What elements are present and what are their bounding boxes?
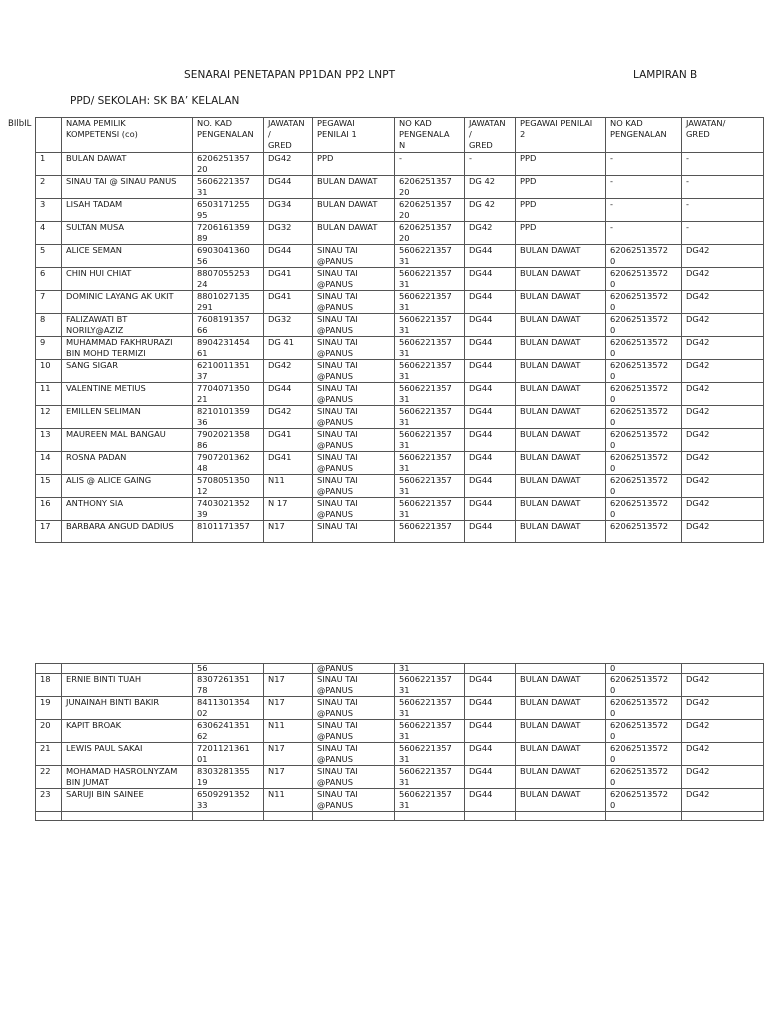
table-cell: SINAU TAI @PANUS	[313, 268, 395, 291]
table-cell: 5606221357 31	[395, 697, 465, 720]
table-cell: BULAN DAWAT	[516, 383, 606, 406]
table-cell: 6903041360 56	[193, 245, 264, 268]
table-cell: 19	[36, 697, 62, 720]
table-cell: BARBARA ANGUD DADIUS	[62, 521, 193, 543]
table-cell: N11	[264, 475, 313, 498]
table-cell: 8	[36, 314, 62, 337]
table-cell: DG42	[465, 222, 516, 245]
table-cell: 8307261351 78	[193, 674, 264, 697]
table-row	[36, 222, 764, 245]
table-row	[36, 360, 764, 383]
table-cell: BULAN DAWAT	[516, 498, 606, 521]
table-cell: DG42	[682, 291, 764, 314]
table-cell: 5606221357 31	[395, 406, 465, 429]
table-cell: 5	[36, 245, 62, 268]
table-cell: BULAN DAWAT	[516, 674, 606, 697]
table-cell: DG42	[682, 360, 764, 383]
table-cell: MOHAMAD HASROLNYZAM BIN JUMAT	[62, 766, 193, 789]
table-cell: 62062513572 0	[606, 498, 682, 521]
table-cell: DG42	[682, 406, 764, 429]
table-cell: 5606221357 31	[395, 291, 465, 314]
table-row	[36, 743, 764, 766]
table-cell: DG42	[682, 475, 764, 498]
table-cell: 7403021352 39	[193, 498, 264, 521]
table-cell: MAUREEN MAL BANGAU	[62, 429, 193, 452]
table-cell: DG42	[682, 337, 764, 360]
table-cell: DG 42	[465, 176, 516, 199]
table-cell: DOMINIC LAYANG AK UKIT	[62, 291, 193, 314]
table-cell: 2	[36, 176, 62, 199]
table-cell: DG41	[264, 268, 313, 291]
table-cell: 14	[36, 452, 62, 475]
table-cell: 6206251357 20	[193, 153, 264, 176]
table-cell: DG42	[682, 268, 764, 291]
table-cell: DG 42	[465, 199, 516, 222]
table-cell	[264, 812, 313, 821]
table-cell: DG42	[264, 153, 313, 176]
table-row	[36, 789, 764, 812]
table-cell: 5606221357 31	[395, 674, 465, 697]
table-cell: 62062513572 0	[606, 383, 682, 406]
table-cell: 9	[36, 337, 62, 360]
table-cell	[465, 812, 516, 821]
table-cell: SINAU TAI @PANUS	[313, 245, 395, 268]
header-cell: NO KAD PENGENALA N	[395, 118, 465, 153]
table-cell: DG44	[264, 176, 313, 199]
table-cell: @PANUS	[313, 664, 395, 674]
table-row-empty	[36, 812, 764, 821]
table-cell: SINAU TAI @PANUS	[313, 314, 395, 337]
table-row	[36, 429, 764, 452]
table-cell: 62062513572 0	[606, 674, 682, 697]
table-cell: 62062513572 0	[606, 314, 682, 337]
table-cell: 7206161359 89	[193, 222, 264, 245]
table-cell: 5606221357 31	[395, 429, 465, 452]
table-cell: 8411301354 02	[193, 697, 264, 720]
table-cell: DG44	[465, 452, 516, 475]
table-cell: 62062513572 0	[606, 789, 682, 812]
table-cell	[264, 664, 313, 674]
table-cell: 12	[36, 406, 62, 429]
table-cell: 0	[606, 664, 682, 674]
table-cell: DG32	[264, 314, 313, 337]
table-cell: PPD	[516, 222, 606, 245]
table-cell: BULAN DAWAT	[516, 360, 606, 383]
table-cell: DG44	[465, 314, 516, 337]
table-cell: BULAN DAWAT	[516, 314, 606, 337]
table-row	[36, 674, 764, 697]
table-cell: 8210101359 36	[193, 406, 264, 429]
table-cell: DG44	[465, 268, 516, 291]
table-cell: DG44	[465, 789, 516, 812]
header-cell: JAWATAN / GRED	[465, 118, 516, 153]
table-cell: DG44	[264, 245, 313, 268]
table-cell: 5606221357 31	[395, 383, 465, 406]
table-cell: N17	[264, 697, 313, 720]
table-header-row	[36, 118, 764, 153]
table-cell: DG34	[264, 199, 313, 222]
table-cell: SINAU TAI @PANUS	[313, 360, 395, 383]
table-cell: DG44	[465, 475, 516, 498]
table-cell: 5606221357 31	[395, 720, 465, 743]
table-cell: 62062513572 0	[606, 337, 682, 360]
table-cell: BULAN DAWAT	[516, 245, 606, 268]
table-cell: 62062513572 0	[606, 360, 682, 383]
table-cell: 62062513572 0	[606, 475, 682, 498]
table-cell: BULAN DAWAT	[313, 176, 395, 199]
table-cell: 8904231454 61	[193, 337, 264, 360]
table-cell: SANG SIGAR	[62, 360, 193, 383]
table-row	[36, 314, 764, 337]
table-cell: DG42	[682, 429, 764, 452]
table-cell: 8303281355 19	[193, 766, 264, 789]
table-cell: 8101171357	[193, 521, 264, 543]
table-cell: ANTHONY SIA	[62, 498, 193, 521]
table-cell: 6306241351 62	[193, 720, 264, 743]
table-cell: BULAN DAWAT	[313, 199, 395, 222]
table-cell: BULAN DAWAT	[516, 429, 606, 452]
table-row	[36, 176, 764, 199]
table-cell: 16	[36, 498, 62, 521]
table-cell: 5606221357 31	[395, 314, 465, 337]
table-cell: 62062513572 0	[606, 245, 682, 268]
table-cell: DG42	[682, 498, 764, 521]
table-cell: N17	[264, 743, 313, 766]
table-cell: 6206251357 20	[395, 199, 465, 222]
table-cell: 62062513572 0	[606, 268, 682, 291]
table-cell: 62062513572 0	[606, 291, 682, 314]
table-cell: N17	[264, 674, 313, 697]
table-cell: LISAH TADAM	[62, 199, 193, 222]
table-cell: SINAU TAI @PANUS	[313, 766, 395, 789]
table-cell: EMILLEN SELIMAN	[62, 406, 193, 429]
table-cell: KAPIT BROAK	[62, 720, 193, 743]
table-cell: SINAU TAI @PANUS	[313, 720, 395, 743]
table-cell	[36, 812, 62, 821]
table-cell: 6503171255 95	[193, 199, 264, 222]
table-cell: DG44	[465, 406, 516, 429]
table-row	[36, 452, 764, 475]
table-cell: BULAN DAWAT	[516, 406, 606, 429]
table-cell: 20	[36, 720, 62, 743]
table-cell: 5606221357	[395, 521, 465, 543]
table-cell: N11	[264, 720, 313, 743]
table-cell: 5606221357 31	[395, 360, 465, 383]
table-cell: 18	[36, 674, 62, 697]
table-cell: SINAU TAI @PANUS	[313, 789, 395, 812]
table-cell: PPD	[516, 199, 606, 222]
appraiser-table-page-2	[35, 663, 764, 821]
table-cell	[516, 664, 606, 674]
table-cell	[62, 812, 193, 821]
table-cell: 1	[36, 153, 62, 176]
table-cell: SINAU TAI @PANUS	[313, 452, 395, 475]
table-cell: 7608191357 66	[193, 314, 264, 337]
table-cell	[36, 664, 62, 674]
table-row	[36, 337, 764, 360]
table-cell: 17	[36, 521, 62, 543]
table-cell: DG44	[465, 245, 516, 268]
table-row	[36, 498, 764, 521]
table-cell: -	[395, 153, 465, 176]
table-cell	[193, 812, 264, 821]
table-cell: BULAN DAWAT	[62, 153, 193, 176]
document-title: SENARAI PENETAPAN PP1DAN PP2 LNPT	[184, 69, 396, 81]
table-row	[36, 521, 764, 543]
table-cell: N 17	[264, 498, 313, 521]
table-cell: 6206251357 20	[395, 222, 465, 245]
table-cell: DG42	[682, 383, 764, 406]
table-cell: PPD	[313, 153, 395, 176]
table-cell: DG44	[465, 521, 516, 543]
table-cell: 6	[36, 268, 62, 291]
table-cell: 7902021358 86	[193, 429, 264, 452]
table-row	[36, 245, 764, 268]
table-cell: -	[606, 199, 682, 222]
table-cell	[62, 664, 193, 674]
table-cell: DG44	[465, 383, 516, 406]
table-row	[36, 153, 764, 176]
header-cell: JAWATAN/ GRED	[682, 118, 764, 153]
table-cell: 3	[36, 199, 62, 222]
table-cell: SARUJI BIN SAINEE	[62, 789, 193, 812]
table-cell: DG42	[264, 406, 313, 429]
table-cell: -	[606, 153, 682, 176]
table-cell: 7	[36, 291, 62, 314]
table-cell: BULAN DAWAT	[516, 268, 606, 291]
table-cell: 5606221357 31	[193, 176, 264, 199]
table-cell: SINAU TAI @PANUS	[313, 674, 395, 697]
table-cell: DG44	[465, 766, 516, 789]
table-cell: FALIZAWATI BT NORILY@AZIZ	[62, 314, 193, 337]
table-row	[36, 766, 764, 789]
table-row	[36, 268, 764, 291]
table-cell: SINAU TAI @PANUS	[313, 498, 395, 521]
table-cell	[465, 664, 516, 674]
table-body-page-2	[36, 664, 764, 821]
table-cell: BULAN DAWAT	[516, 743, 606, 766]
table-cell: SINAU TAI @PANUS	[313, 743, 395, 766]
table-cell: SINAU TAI @PANUS	[313, 429, 395, 452]
table-cell: DG42	[682, 245, 764, 268]
table-row	[36, 720, 764, 743]
table-cell: PPD	[516, 153, 606, 176]
table-cell: 5606221357 31	[395, 789, 465, 812]
table-cell: 5606221357 31	[395, 766, 465, 789]
table-cell: 62062513572 0	[606, 406, 682, 429]
table-cell: -	[606, 222, 682, 245]
table-cell	[516, 812, 606, 821]
table-cell: 6206251357 20	[395, 176, 465, 199]
table-cell: DG42	[682, 766, 764, 789]
table-cell: MUHAMMAD FAKHRURAZI BIN MOHD TERMIZI	[62, 337, 193, 360]
header-cell: PEGAWAI PENILAI 1	[313, 118, 395, 153]
table-cell: DG42	[682, 521, 764, 543]
appraiser-table-page-1	[35, 117, 764, 543]
table-cell: BULAN DAWAT	[516, 766, 606, 789]
table-cell: DG44	[465, 360, 516, 383]
ppd-school-label: PPD/ SEKOLAH: SK BA’ KELALAN	[70, 95, 240, 107]
table-cell	[395, 812, 465, 821]
table-cell: DG41	[264, 291, 313, 314]
header-cell: NO KAD PENGENALAN	[606, 118, 682, 153]
table-cell: SINAU TAI @PANUS	[313, 475, 395, 498]
table-cell: 5606221357 31	[395, 452, 465, 475]
table-cell: ROSNA PADAN	[62, 452, 193, 475]
table-cell: 6509291352 33	[193, 789, 264, 812]
table-cell	[682, 664, 764, 674]
bil-column-label: BIlbIL	[8, 119, 32, 129]
table-cell: SULTAN MUSA	[62, 222, 193, 245]
table-cell: DG41	[264, 429, 313, 452]
header-cell: PEGAWAI PENILAI 2	[516, 118, 606, 153]
table-row-continued	[36, 664, 764, 674]
table-cell: 22	[36, 766, 62, 789]
table-cell: DG44	[264, 383, 313, 406]
table-cell: -	[606, 176, 682, 199]
table-cell: DG44	[465, 674, 516, 697]
table-cell: DG42	[682, 452, 764, 475]
table-cell: 13	[36, 429, 62, 452]
table-cell: BULAN DAWAT	[516, 291, 606, 314]
table-cell: DG42	[682, 314, 764, 337]
table-row	[36, 291, 764, 314]
header-cell	[36, 118, 62, 153]
table-cell: BULAN DAWAT	[516, 337, 606, 360]
table-cell: CHIN HUI CHIAT	[62, 268, 193, 291]
table-cell: DG44	[465, 498, 516, 521]
table-cell: 5606221357 31	[395, 498, 465, 521]
table-cell: SINAU TAI @PANUS	[313, 383, 395, 406]
table-cell: 21	[36, 743, 62, 766]
table-cell: -	[682, 153, 764, 176]
table-cell: 11	[36, 383, 62, 406]
table-cell: BULAN DAWAT	[516, 452, 606, 475]
table-row	[36, 697, 764, 720]
table-cell: LEWIS PAUL SAKAI	[62, 743, 193, 766]
table-cell: 23	[36, 789, 62, 812]
table-cell: 5606221357 31	[395, 743, 465, 766]
table-cell: 62062513572	[606, 521, 682, 543]
table-cell: 62062513572 0	[606, 766, 682, 789]
table-cell: 5708051350 12	[193, 475, 264, 498]
table-cell	[606, 812, 682, 821]
table-cell: SINAU TAI @PANUS	[313, 291, 395, 314]
table-cell: BULAN DAWAT	[516, 475, 606, 498]
table-cell: 7907201362 48	[193, 452, 264, 475]
table-row	[36, 406, 764, 429]
table-cell: N11	[264, 789, 313, 812]
table-cell: 5606221357 31	[395, 475, 465, 498]
table-cell: DG32	[264, 222, 313, 245]
table-cell: ALICE SEMAN	[62, 245, 193, 268]
table-cell: -	[682, 222, 764, 245]
table-cell: 62062513572 0	[606, 720, 682, 743]
table-cell: DG44	[465, 720, 516, 743]
table-cell: SINAU TAI @PANUS	[313, 337, 395, 360]
table-cell: 56	[193, 664, 264, 674]
table-cell: DG 41	[264, 337, 313, 360]
table-cell: 8801027135 291	[193, 291, 264, 314]
table-cell: DG41	[264, 452, 313, 475]
table-cell: 4	[36, 222, 62, 245]
table-cell: DG42	[682, 674, 764, 697]
table-cell: SINAU TAI	[313, 521, 395, 543]
header-cell: NO. KAD PENGENALAN	[193, 118, 264, 153]
table-cell: 31	[395, 664, 465, 674]
table-cell: DG42	[682, 720, 764, 743]
table-row	[36, 383, 764, 406]
table-cell: JUNAINAH BINTI BAKIR	[62, 697, 193, 720]
header-cell: JAWATAN / GRED	[264, 118, 313, 153]
table-cell: 5606221357 31	[395, 245, 465, 268]
table-cell: 6210011351 37	[193, 360, 264, 383]
table-cell: -	[465, 153, 516, 176]
table-cell: DG42	[682, 789, 764, 812]
table-cell: BULAN DAWAT	[516, 697, 606, 720]
table-cell: -	[682, 199, 764, 222]
table-cell	[682, 812, 764, 821]
table-body-page-1	[36, 153, 764, 543]
table-cell: DG44	[465, 337, 516, 360]
header-cell: NAMA PEMILIK KOMPETENSI (co)	[62, 118, 193, 153]
table-cell: 5606221357 31	[395, 268, 465, 291]
table-cell: 62062513572 0	[606, 743, 682, 766]
table-cell: 62062513572 0	[606, 429, 682, 452]
table-cell: ALIS @ ALICE GAING	[62, 475, 193, 498]
table-cell: 62062513572 0	[606, 697, 682, 720]
table-cell: 5606221357 31	[395, 337, 465, 360]
table-cell: DG44	[465, 743, 516, 766]
table-cell: N17	[264, 766, 313, 789]
table-cell: DG44	[465, 291, 516, 314]
table-cell: BULAN DAWAT	[516, 789, 606, 812]
table-cell: 62062513572 0	[606, 452, 682, 475]
table-cell: SINAU TAI @ SINAU PANUS	[62, 176, 193, 199]
table-row	[36, 475, 764, 498]
appendix-label: LAMPIRAN B	[633, 69, 698, 81]
table-row	[36, 199, 764, 222]
table-cell: DG44	[465, 429, 516, 452]
table-cell: ERNIE BINTI TUAH	[62, 674, 193, 697]
table-cell: PPD	[516, 176, 606, 199]
table-cell: 8807055253 24	[193, 268, 264, 291]
table-cell: DG42	[682, 743, 764, 766]
table-cell: SINAU TAI @PANUS	[313, 406, 395, 429]
table-cell: DG42	[682, 697, 764, 720]
table-cell: DG42	[264, 360, 313, 383]
table-cell: 7201121361 01	[193, 743, 264, 766]
table-cell: N17	[264, 521, 313, 543]
table-cell: 15	[36, 475, 62, 498]
table-cell: DG44	[465, 697, 516, 720]
table-cell: BULAN DAWAT	[313, 222, 395, 245]
table-cell	[313, 812, 395, 821]
table-cell: -	[682, 176, 764, 199]
table-cell: VALENTINE METIUS	[62, 383, 193, 406]
table-cell: BULAN DAWAT	[516, 521, 606, 543]
table-cell: BULAN DAWAT	[516, 720, 606, 743]
table-cell: 7704071350 21	[193, 383, 264, 406]
table-cell: 10	[36, 360, 62, 383]
table-cell: SINAU TAI @PANUS	[313, 697, 395, 720]
